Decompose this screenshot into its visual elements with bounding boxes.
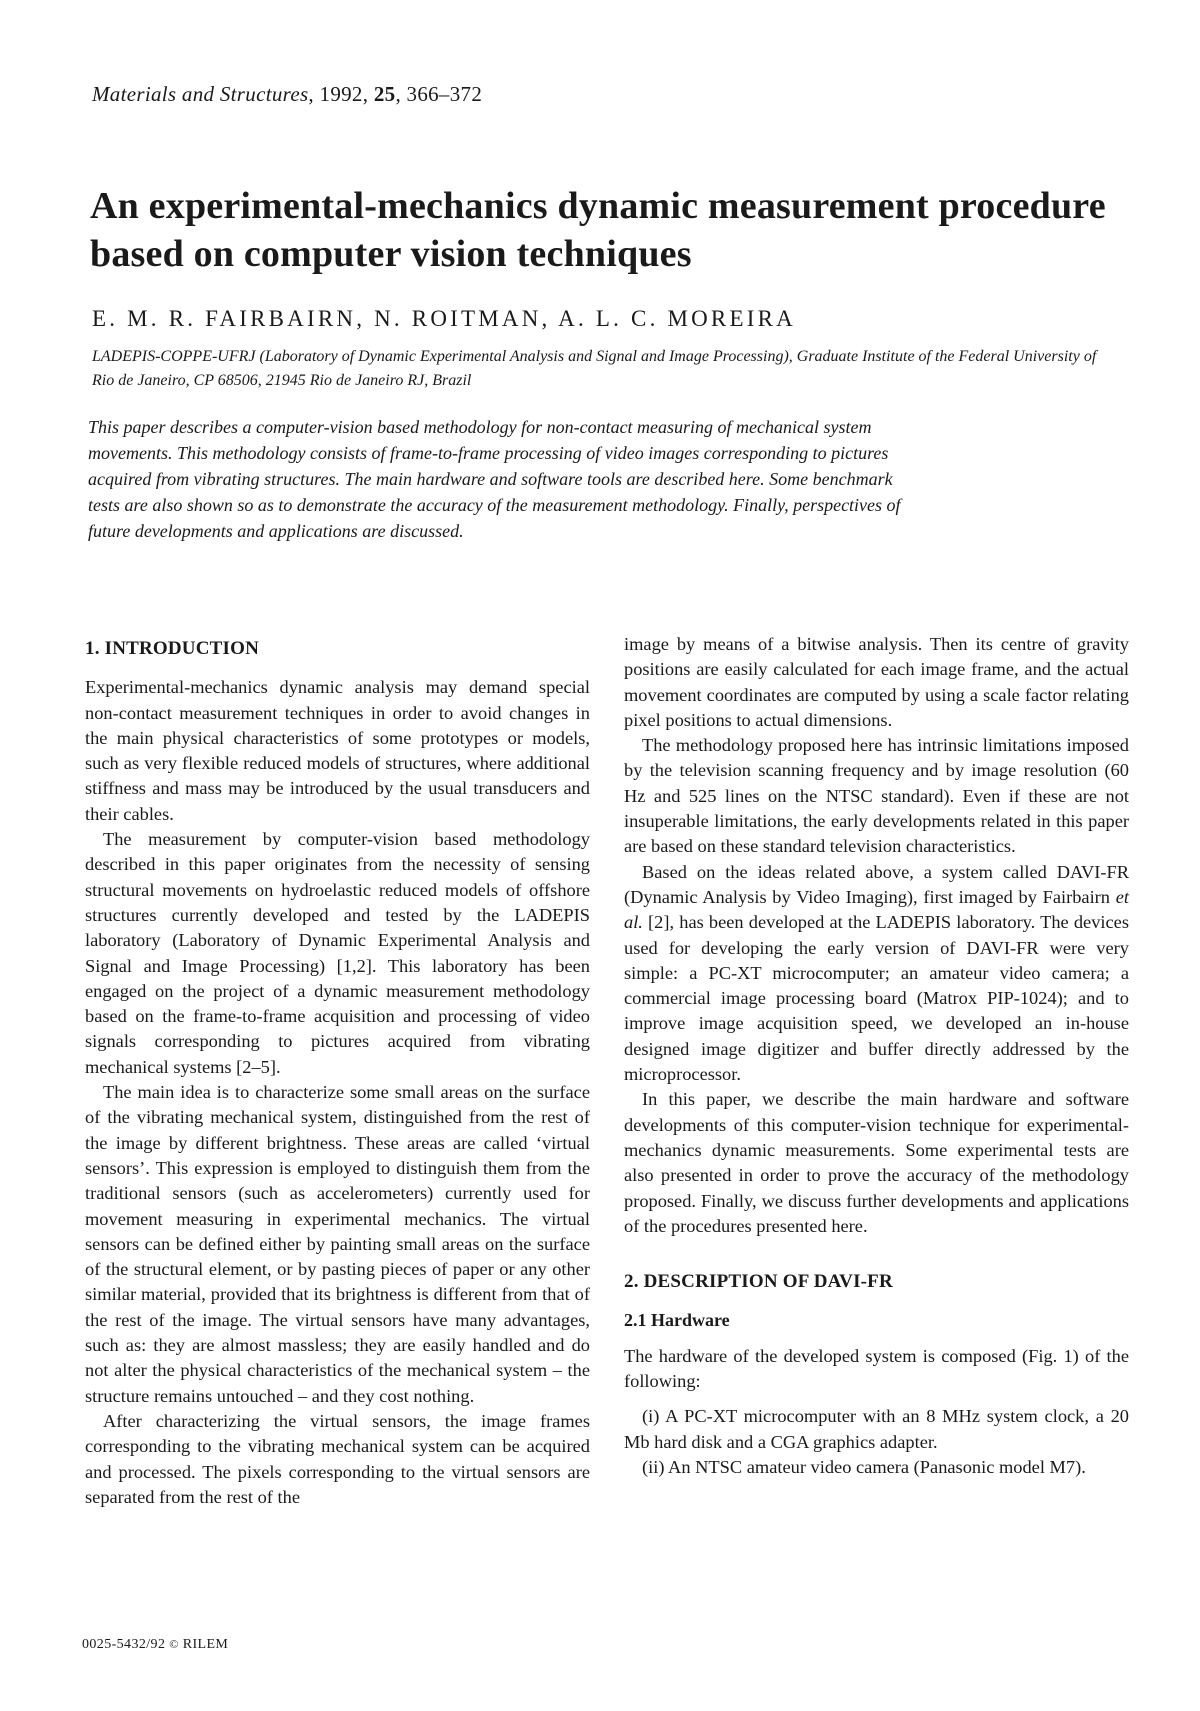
paragraph: Experimental-mechanics dynamic analysis may demand special non-contact measurement techniques in order to avoid changes in the main physical characteristics of some prototypes or models, such as very flexible reduced models of structures, where additional stiffness and mass may be introduced by the usual transducers and their cables.	[85, 677, 590, 824]
footer-code	[82, 1637, 228, 1653]
issn-code: 0025-5432/92	[82, 1637, 166, 1652]
paper-title: An experimental-mechanics dynamic measurement procedure based on computer vision techniques	[90, 185, 1106, 275]
copyright-symbol: ©	[169, 1637, 179, 1651]
paragraph: image by means of a bitwise analysis. Then its centre of gravity positions are easily calculated for each image frame, and the actual movement coordinates are computed by using a scale factor relating pixel positions to actual dimensions.	[624, 634, 1129, 730]
left-column	[85, 636, 590, 1510]
section-heading-description: 2. DESCRIPTION OF DAVI-FR	[624, 1271, 893, 1293]
paragraph: The main idea is to characterize some small areas on the surface of the vibrating mechanical system, distinguished from the rest of the image by different brightness. These areas are called ‘virtual sensors’. This expression is employed to distinguish them from the traditional sensors (such as accelerometers) currently used for movement measuring in experimental mechanics. The virtual sensors can be defined either by painting small areas on the surface of the structural element, or by pasting pieces of paper or any other similar material, provided that its brightness is different from that of the rest of the image. The virtual sensors have many advantages, such as: they are almost massless; they are easily handled and do not alter the physical characteristics of the mechanical system – the structure remains untouched – and they cost nothing.	[85, 1082, 590, 1406]
journal-volume: 25	[373, 82, 396, 106]
et-al: et al.	[624, 886, 1129, 933]
right-column	[624, 632, 1129, 1480]
list-item: (i) A PC-XT microcomputer with an 8 MHz system clock, a 20 Mb hard disk and a CGA graphics adapter.	[624, 1406, 1129, 1452]
paragraph-text: [2], has been developed at the LADEPIS laboratory. The devices used for developing the early version of DAVI-FR were very simple: a PC-XT microcomputer; an amateur video camera; a commercial image processing board (Matrox PIP-1024); and to improve image acquisition speed, we developed an in-house designed image digitizer and buffer directly addressed by the microprocessor.	[624, 912, 1129, 1085]
paragraph: The measurement by computer-vision based methodology described in this paper originates from the necessity of sensing structural movements on hydroelastic reduced models of offshore structures currently developed and tested by the LADEPIS laboratory (Laboratory of Dynamic Experimental Analysis and Signal and Image Processing) [1,2]. This laboratory has been engaged on the project of a dynamic measurement methodology based on the frame-to-frame acquisition and processing of video signals corresponding to pictures acquired from vibrating mechanical systems [2–5].	[85, 829, 590, 1077]
paragraph-text: Based on the ideas related above, a system called DAVI-FR (Dynamic Analysis by Video Imaging), first imaged by Fairbairn	[624, 861, 1129, 907]
paragraph: The methodology proposed here has intrinsic limitations imposed by the television scanning frequency and by image resolution (60 Hz and 525 lines on the NTSC standard). Even if these are not insuperable limitations, the early developments related in this paper are based on these standard television characteristics.	[624, 735, 1129, 857]
journal-year: , 1992,	[308, 82, 374, 106]
journal-pages: , 366–372	[395, 82, 483, 106]
authors: E. M. R. FAIRBAIRN, N. ROITMAN, A. L. C. MOREIRA	[92, 306, 796, 331]
journal-citation	[92, 82, 482, 107]
affiliation: LADEPIS-COPPE-UFRJ (Laboratory of Dynamic Experimental Analysis and Signal and Image Processing), Graduate Institute of the Federal University of Rio de Janeiro, CP 68506, 21945 Rio de Janeiro RJ, Brazil	[92, 348, 1097, 389]
spacer	[624, 1239, 1129, 1269]
paragraph: After characterizing the virtual sensors, the image frames corresponding to the vibrating mechanical system can be acquired and processed. The pixels corresponding to the virtual sensors are separated from the rest of the	[85, 1410, 590, 1507]
list-item: (ii) An NTSC amateur video camera (Panasonic model M7).	[642, 1456, 1086, 1477]
publisher: RILEM	[182, 1637, 229, 1652]
paragraph: In this paper, we describe the main hardware and software developments of this computer-vision technique for experimental-mechanics dynamic measurements. Some experimental tests are also presented in order to prove the accuracy of the methodology proposed. Finally, we discuss further developments and applications of the procedures presented here.	[624, 1089, 1129, 1236]
paragraph	[624, 860, 1129, 1088]
abstract: This paper describes a computer-vision based methodology for non-contact measuring of mechanical system movements. This methodology consists of frame-to-frame processing of video images corresponding to pictures acquired from vibrating structures. The main hardware and software tools are described here. Some benchmark tests are also shown so as to demonstrate the accuracy of the measurement methodology. Finally, perspectives of future developments and applications are discussed.	[88, 417, 901, 541]
journal-name: Materials and Structures	[92, 82, 309, 106]
spacer	[624, 1394, 1129, 1404]
subsection-heading-hardware: 2.1 Hardware	[624, 1310, 730, 1331]
section-heading-introduction: 1. INTRODUCTION	[85, 638, 260, 659]
paragraph: The hardware of the developed system is composed (Fig. 1) of the following:	[624, 1345, 1129, 1392]
